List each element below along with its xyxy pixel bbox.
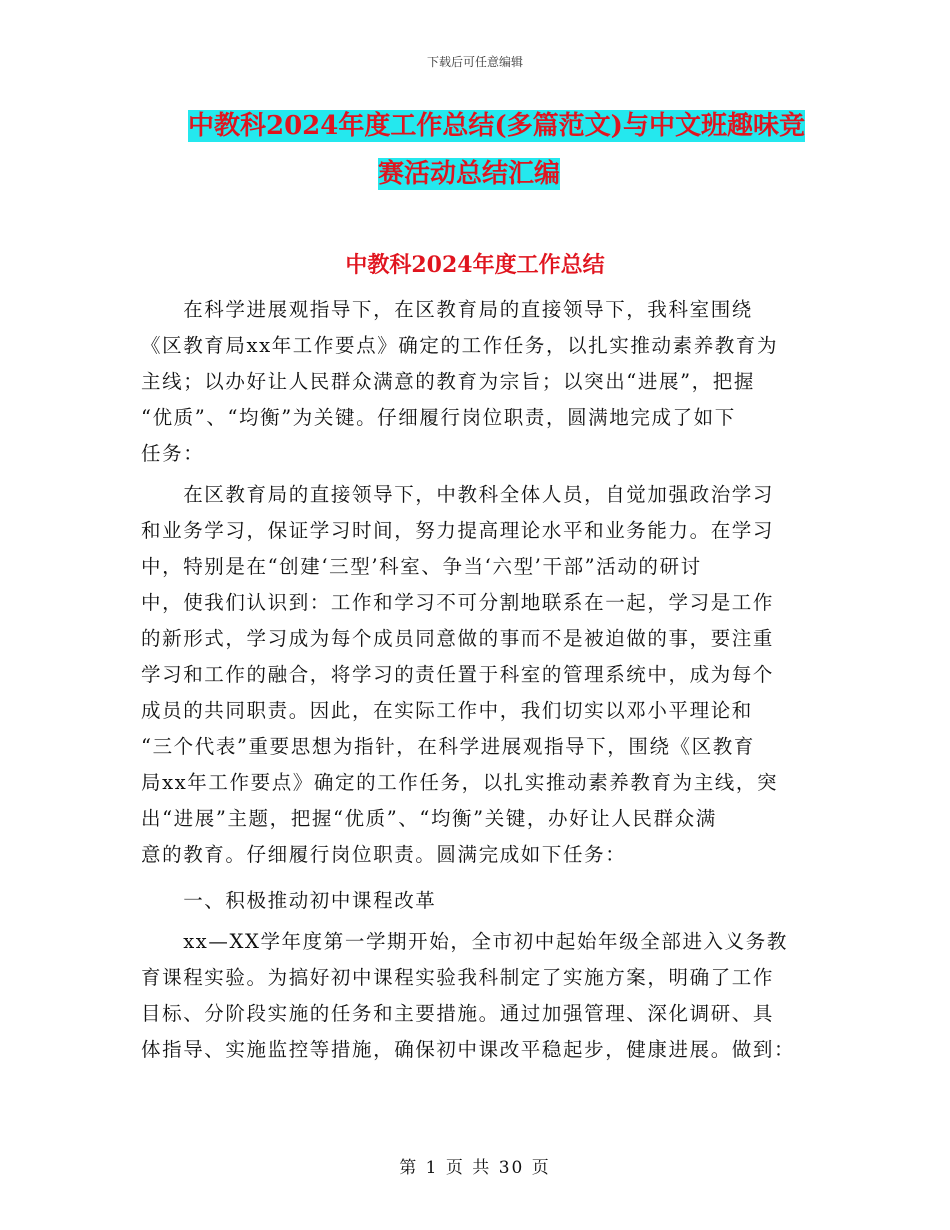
paragraph-line: 《区教育局xx年工作要点》确定的工作任务，以扎实推动素养教育为	[141, 334, 779, 357]
paragraph-line: 任务：	[141, 442, 205, 465]
document-title-line-2: 赛活动总结汇编	[378, 159, 561, 189]
paragraph-line: 和业务学习，保证学习时间，努力提高理论水平和业务能力。在学习	[141, 519, 775, 542]
paragraph-line: 成员的共同职责。因此，在实际工作中，我们切实以邓小平理论和	[141, 699, 753, 722]
document-title-line-1: 中教科2024年度工作总结(多篇范文)与中文班趣味竞	[188, 111, 805, 141]
paragraph-line: 的新形式，学习成为每个成员同意做的事而不是被迫做的事，要注重	[141, 627, 775, 650]
paragraph-line: 中，使我们认识到：工作和学习不可分割地联系在一起，学习是工作	[141, 591, 775, 614]
paragraph-curriculum	[141, 924, 811, 1068]
paragraph-line: “三个代表”重要思想为指针，在科学进展观指导下，围绕《区教育	[141, 735, 755, 758]
paragraph-line: 出“进展”主题，把握“优质”、“均衡”关键，办好让人民群众满	[141, 807, 717, 830]
paragraph-line: 学习和工作的融合，将学习的责任置于科室的管理系统中，成为每个	[141, 663, 775, 686]
paragraph-line: xx—XX学年度第一学期开始，全市初中起始年级全部进入义务教	[141, 930, 788, 953]
paragraph-line: 中，特别是在“创建‘三型’科室、争当‘六型’干部”活动的研讨	[141, 555, 702, 578]
paragraph-line: 在区教育局的直接领导下，中教科全体人员，自觉加强政治学习	[141, 483, 775, 506]
paragraph-line: 在科学进展观指导下，在区教育局的直接领导下，我科室围绕	[141, 298, 753, 321]
paragraph-line: 局xx年工作要点》确定的工作任务，以扎实推动素养教育为主线，突	[141, 771, 779, 794]
paragraph-intro	[141, 292, 811, 472]
paragraph-line: “优质”、“均衡”为关键。仔细履行岗位职责，圆满地完成了如下	[141, 406, 736, 429]
section-title: 中教科2024年度工作总结	[345, 252, 605, 278]
subheading-curriculum-reform	[141, 883, 811, 919]
paragraph-line: 目标、分阶段实施的任务和主要措施。通过加强管理、深化调研、具	[141, 1002, 775, 1025]
paragraph-line: 体指导、实施监控等措施，确保初中课改平稳起步，健康进展。做到：	[141, 1038, 796, 1061]
paragraph-line: 育课程实验。为搞好初中课程实验我科制定了实施方案，明确了工作	[141, 966, 775, 989]
header-note: 下载后可任意编辑	[426, 55, 523, 69]
paragraph-study	[141, 477, 811, 873]
paragraph-line: 一、积极推动初中课程改革	[141, 889, 437, 912]
paragraph-line: 意的教育。仔细履行岗位职责。圆满完成如下任务：	[141, 843, 627, 866]
paragraph-line: 主线；以办好让人民群众满意的教育为宗旨；以突出“进展”，把握	[141, 370, 755, 393]
page-footer: 第 1 页 共 30 页	[399, 1158, 551, 1178]
